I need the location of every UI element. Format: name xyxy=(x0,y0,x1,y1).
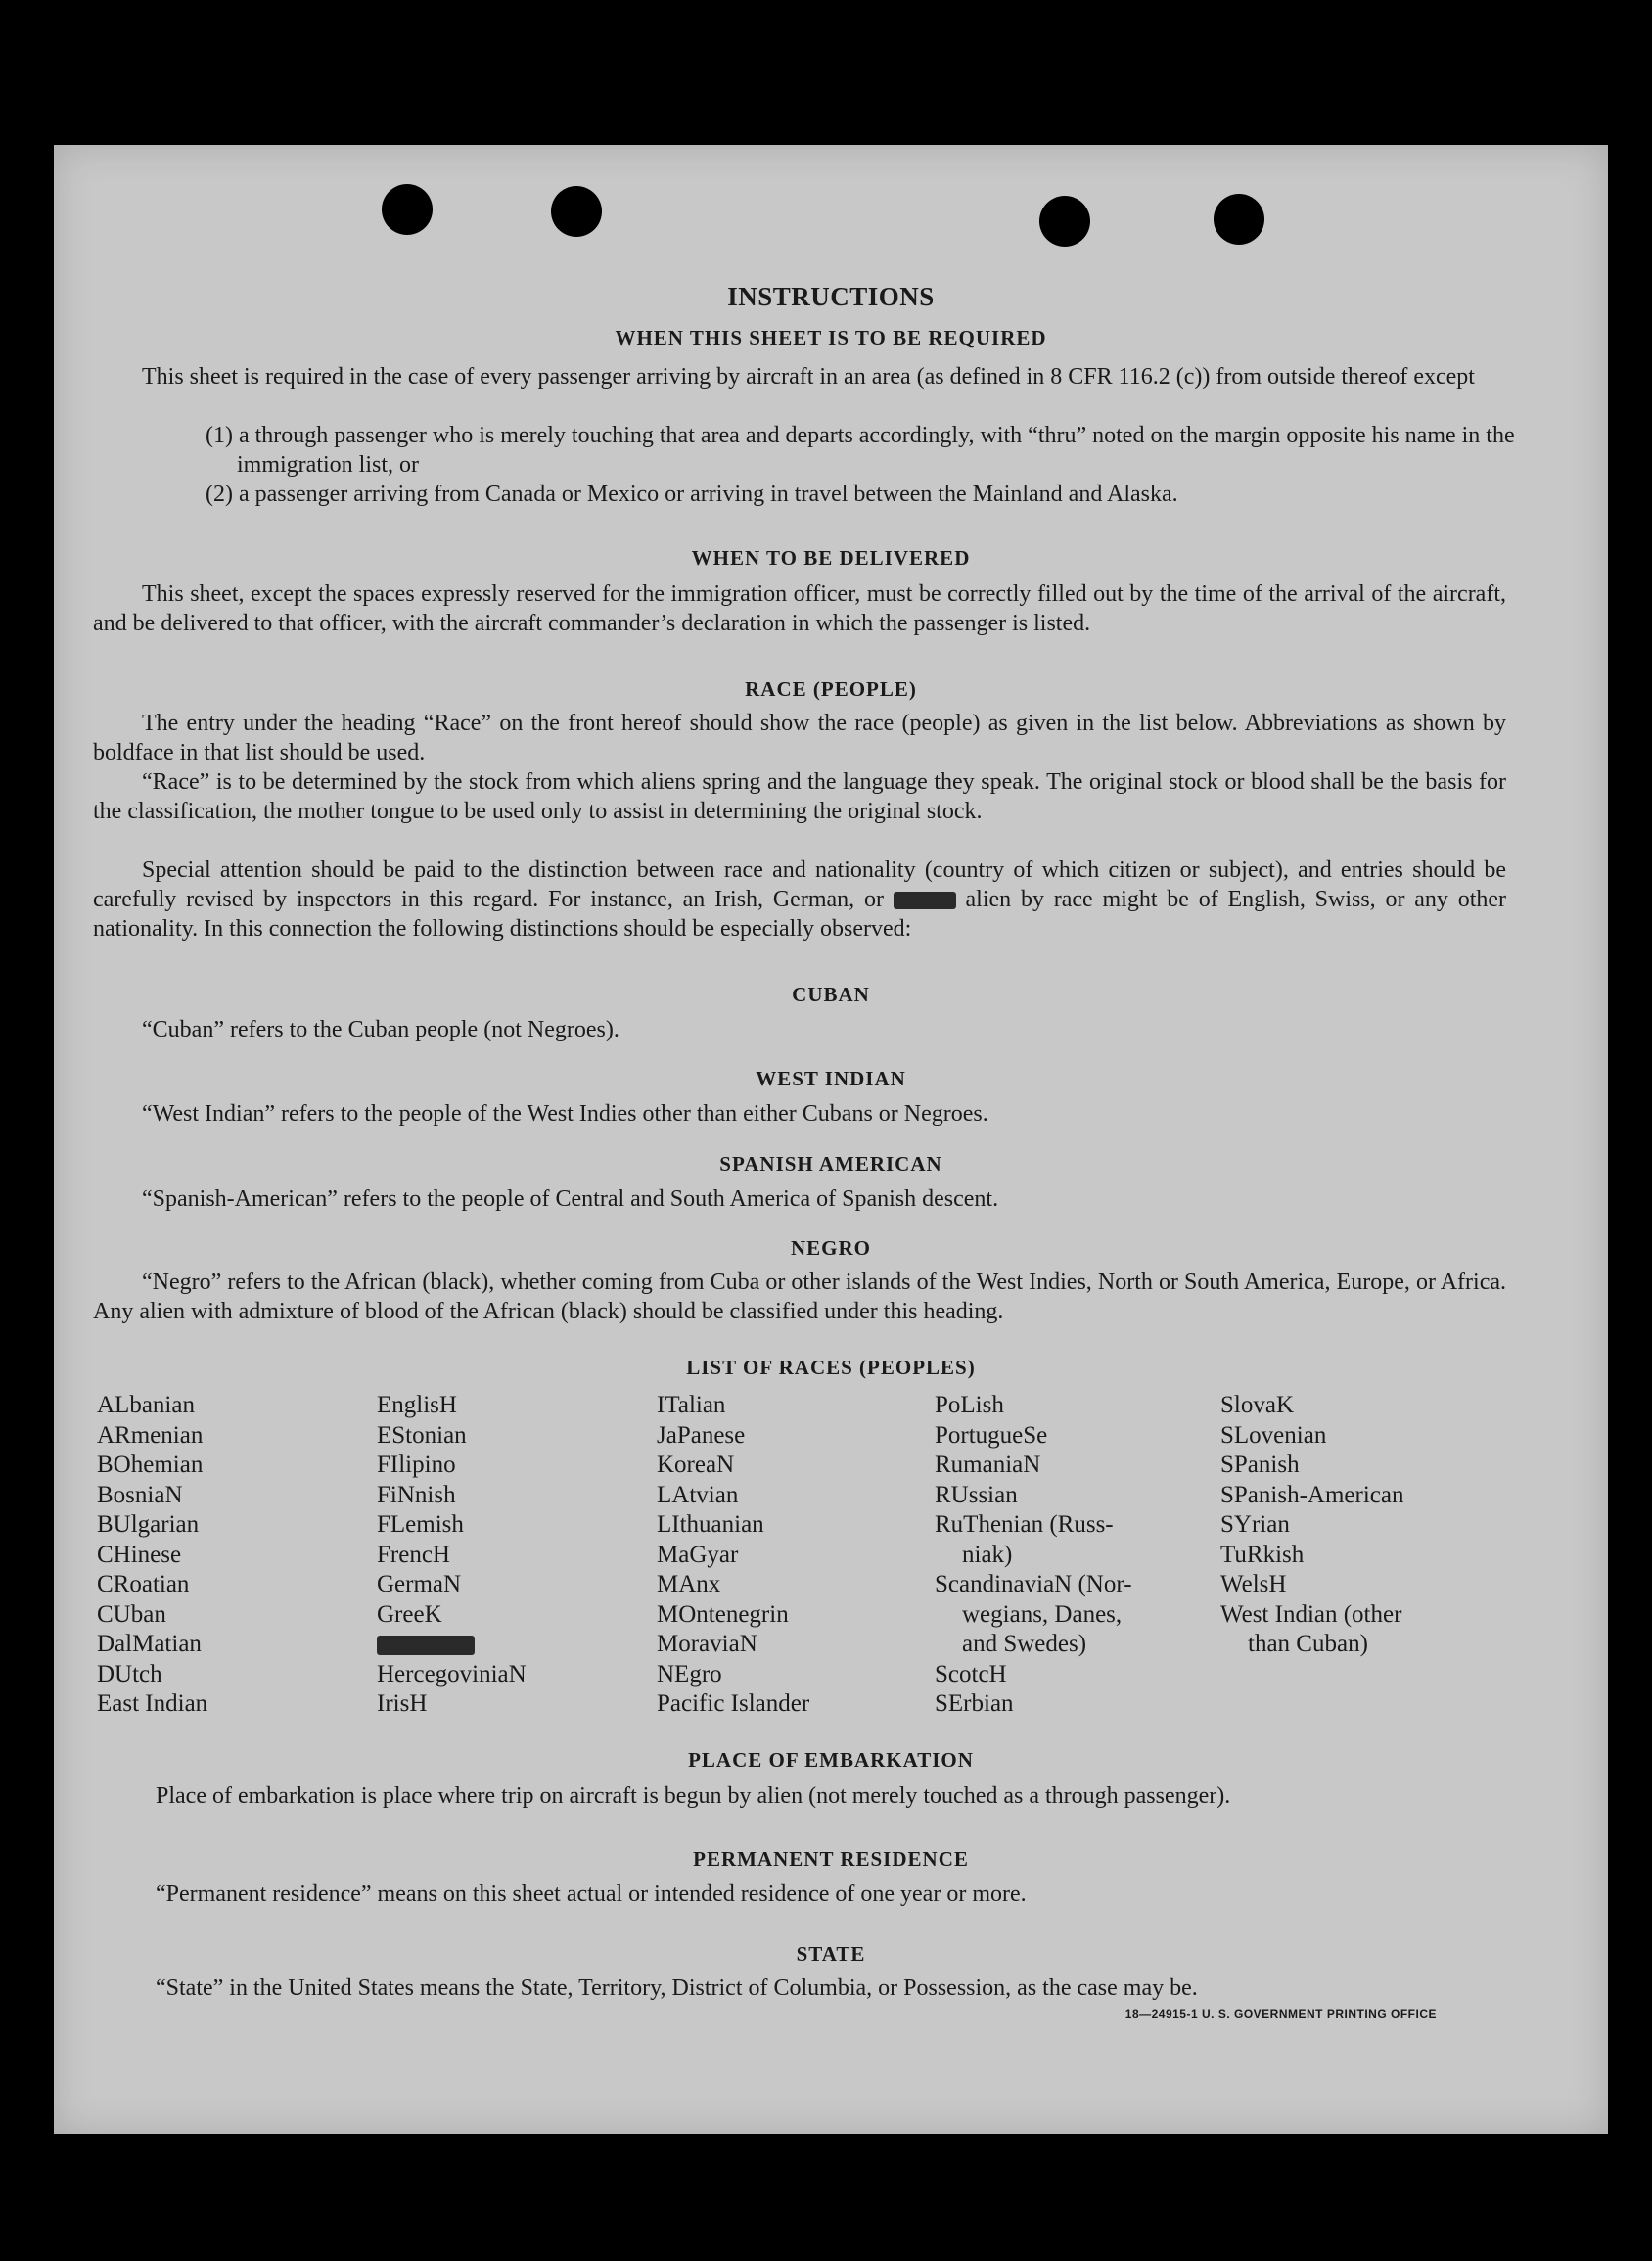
race-entry: MOntenegrin xyxy=(657,1600,789,1628)
paragraph-race-3 xyxy=(93,855,1506,944)
punch-hole xyxy=(1214,194,1264,245)
race-entry: wegians, Danes, xyxy=(962,1600,1123,1628)
paragraph-when-required: This sheet is required in the case of every passenger arriving by aircraft in an area (as defined in 8 CFR 116.2 (c)) from outside thereof except xyxy=(142,364,1475,390)
race-entry: JaPanese xyxy=(657,1421,746,1449)
document-sheet xyxy=(54,145,1608,2134)
race-entry: SErbian xyxy=(935,1690,1014,1717)
heading-cuban: CUBAN xyxy=(792,983,870,1006)
heading-embarkation: PLACE OF EMBARKATION xyxy=(688,1748,974,1772)
paragraph-spanish-american: “Spanish-American” refers to the people of Central and South America of Spanish descent. xyxy=(142,1186,999,1212)
race-entry: Pacific Islander xyxy=(657,1690,810,1717)
race-entry: HercegoviniaN xyxy=(377,1660,527,1687)
races-column-5 xyxy=(1220,1391,1403,1660)
paragraph-embarkation: Place of embarkation is place where trip on aircraft is begun by alien (not merely touched as a through passenger). xyxy=(156,1783,1231,1809)
punch-hole xyxy=(382,184,433,235)
race-entry: RuThenian (Russ- xyxy=(935,1511,1114,1538)
race-entry: ITalian xyxy=(657,1392,726,1418)
race-entry: niak) xyxy=(962,1541,1013,1568)
printing-office-footer: 18—24915-1 U. S. GOVERNMENT PRINTING OFFICE xyxy=(1124,2007,1437,2021)
paragraph-race-1: The entry under the heading “Race” on the front hereof should show the race (people) as given in the list below. Abbreviations as shown by boldface in that list should be used. xyxy=(93,711,1506,765)
race-entry: than Cuban) xyxy=(1248,1631,1368,1657)
race-entry: NEgro xyxy=(657,1660,722,1687)
paragraph-cuban: “Cuban” refers to the Cuban people (not Negroes). xyxy=(142,1017,620,1042)
race-entry: LAtvian xyxy=(657,1481,739,1508)
redaction-mark xyxy=(894,892,956,909)
paragraph-permanent-residence: “Permanent residence” means on this sheet actual or intended residence of one year or more. xyxy=(156,1881,1027,1907)
exception-item-1: (1) a through passenger who is merely touching that area and departs accordingly, with “thru” noted on the margin opposite his name in the immigration list, or xyxy=(206,423,1515,478)
exception-item-2: (2) a passenger arriving from Canada or Mexico or arriving in travel between the Mainland and Alaska. xyxy=(206,482,1178,507)
race-entry: SLovenian xyxy=(1220,1421,1327,1449)
race-entry: CUban xyxy=(97,1600,166,1628)
heading-west-indian: WEST INDIAN xyxy=(756,1067,906,1090)
race-entry: and Swedes) xyxy=(962,1631,1087,1657)
punch-hole xyxy=(551,186,602,237)
race-entry: PoLish xyxy=(935,1392,1004,1418)
race-entry: KoreaN xyxy=(657,1452,735,1478)
race-entry: SlovaK xyxy=(1220,1392,1294,1418)
race-entry: WelsH xyxy=(1220,1571,1287,1597)
paragraph-state: “State” in the United States means the State, Territory, District of Columbia, or Possession, as the case may be. xyxy=(156,1975,1198,2001)
race-entry: SPanish-American xyxy=(1220,1481,1404,1508)
heading-negro: NEGRO xyxy=(790,1236,871,1260)
race-entry-redacted xyxy=(377,1630,527,1660)
race-entry: TuRkish xyxy=(1220,1541,1305,1568)
races-column-1 xyxy=(97,1391,207,1720)
race-entry: GermaN xyxy=(377,1571,462,1597)
race-entry: SPanish xyxy=(1220,1452,1300,1478)
paragraph-negro: “Negro” refers to the African (black), whether coming from Cuba or other islands of the West Indies, North or South America, Europe, or Africa. Any alien with admixture of blood of the African (black) should be classified under this heading. xyxy=(93,1269,1506,1324)
race-entry: PortugueSe xyxy=(935,1421,1048,1449)
page-title: INSTRUCTIONS xyxy=(727,282,935,311)
race-entry: CHinese xyxy=(97,1541,182,1568)
race-entry: CRoatian xyxy=(97,1571,190,1597)
race-entry: ScotcH xyxy=(935,1660,1007,1687)
paragraph-race-3a: Special attention should be paid to the distinction between race and nationality (country of which citizen or subject), and entries should be carefully revised by inspectors in this regard. For instance, an Irish, German, or xyxy=(93,857,1506,912)
race-entry: GreeK xyxy=(377,1600,442,1628)
heading-when-required: WHEN THIS SHEET IS TO BE REQUIRED xyxy=(615,326,1047,349)
paragraph-west-indian: “West Indian” refers to the people of the West Indies other than either Cubans or Negroes. xyxy=(142,1101,988,1127)
heading-list-of-races: LIST OF RACES (PEOPLES) xyxy=(686,1356,976,1379)
race-entry: MoraviaN xyxy=(657,1631,757,1657)
redaction-mark xyxy=(377,1636,475,1655)
race-entry: DalMatian xyxy=(97,1631,202,1657)
race-entry: BOhemian xyxy=(97,1452,204,1478)
paragraph-race-2: “Race” is to be determined by the stock from which aliens spring and the language they speak. The original stock or blood shall be the basis for the classification, the mother tongue to be used only to assist in determining the original stock. xyxy=(93,769,1506,824)
race-entry: RUssian xyxy=(935,1481,1018,1508)
punch-hole xyxy=(1039,196,1090,247)
race-entry: BosniaN xyxy=(97,1481,183,1508)
race-entry: West Indian (other xyxy=(1220,1600,1402,1628)
race-entry: FIlipino xyxy=(377,1452,456,1478)
races-column-2 xyxy=(377,1391,527,1720)
race-entry: IrisH xyxy=(377,1690,428,1717)
race-entry: FrencH xyxy=(377,1541,450,1568)
race-entry: ALbanian xyxy=(97,1392,195,1418)
race-entry: DUtch xyxy=(97,1660,162,1687)
races-column-4 xyxy=(935,1391,1132,1720)
race-entry: MaGyar xyxy=(657,1541,739,1568)
heading-when-delivered: WHEN TO BE DELIVERED xyxy=(691,546,971,570)
race-entry: LIthuanian xyxy=(657,1511,764,1538)
race-entry: EnglisH xyxy=(377,1392,457,1418)
paragraph-race-3b: alien by race might be of English, Swiss, or any other nationality. In this connection the following distinctions should be especially observed: xyxy=(93,887,1507,942)
heading-race: RACE (PEOPLE) xyxy=(745,677,917,701)
race-entry: BUlgarian xyxy=(97,1511,200,1538)
race-entry: SYrian xyxy=(1220,1511,1290,1538)
race-entry: East Indian xyxy=(97,1690,208,1717)
race-entry: EStonian xyxy=(377,1421,467,1449)
race-entry: FLemish xyxy=(377,1511,464,1538)
paragraph-when-delivered: This sheet, except the spaces expressly reserved for the immigration officer, must be correctly filled out by the time of the arrival of the aircraft, and be delivered to that officer, with the aircraft commander’s declaration in which the passenger is listed. xyxy=(93,581,1506,636)
race-entry: RumaniaN xyxy=(935,1452,1041,1478)
heading-spanish-american: SPANISH AMERICAN xyxy=(719,1152,942,1176)
heading-permanent-residence: PERMANENT RESIDENCE xyxy=(693,1847,969,1870)
heading-state: STATE xyxy=(796,1942,866,1965)
races-column-3 xyxy=(657,1391,809,1720)
race-entry: ARmenian xyxy=(97,1421,204,1449)
race-entry: FiNnish xyxy=(377,1481,456,1508)
race-entry: ScandinaviaN (Nor- xyxy=(935,1571,1132,1597)
race-entry: MAnx xyxy=(657,1571,721,1597)
